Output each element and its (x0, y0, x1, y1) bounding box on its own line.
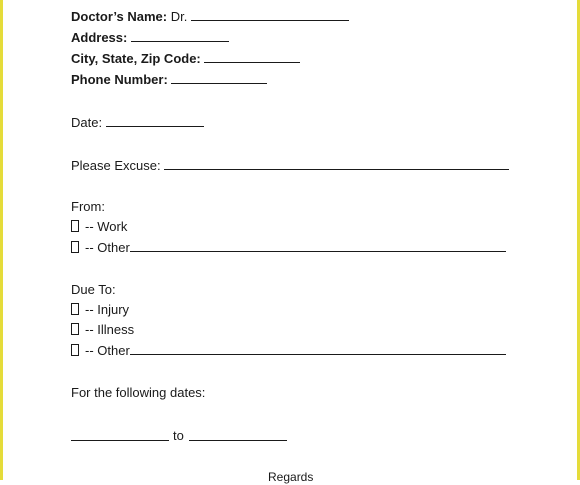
city-state-zip-blank[interactable] (204, 50, 300, 63)
injury-checkbox[interactable] (71, 303, 79, 315)
doctor-name-label: Doctor’s Name: (71, 9, 168, 24)
due-to-option-other (71, 342, 506, 359)
phone-row (71, 71, 267, 88)
closing-text: Regards (268, 470, 314, 484)
address-label: Address: (71, 30, 128, 45)
from-other-checkbox[interactable] (71, 241, 79, 253)
to-word: to (173, 428, 184, 443)
excuse-row (71, 157, 509, 174)
due-to-option-label: -- Injury (85, 302, 130, 317)
start-date-blank[interactable] (71, 440, 169, 441)
following-dates-label: For the following dates: (71, 385, 206, 400)
from-heading: From: (71, 199, 105, 214)
illness-checkbox[interactable] (71, 323, 79, 335)
address-row (71, 29, 229, 46)
doctor-name-prefix: Dr. (170, 9, 188, 24)
due-to-option-label: -- Other (85, 343, 130, 358)
due-to-heading: Due To: (71, 282, 116, 297)
date-row (71, 114, 204, 131)
due-to-other-blank[interactable] (130, 342, 506, 355)
work-checkbox[interactable] (71, 220, 79, 232)
due-to-option-label: -- Illness (85, 322, 135, 337)
due-to-other-checkbox[interactable] (71, 344, 79, 356)
from-option-work (71, 219, 127, 235)
end-date-blank[interactable] (189, 440, 287, 441)
from-option-label: -- Other (85, 240, 130, 255)
phone-label: Phone Number: (71, 72, 168, 87)
due-to-option-injury (71, 302, 129, 318)
due-to-option-illness (71, 322, 134, 338)
excuse-label: Please Excuse: (71, 158, 161, 173)
date-label: Date: (71, 115, 103, 130)
date-blank[interactable] (106, 114, 204, 127)
city-state-zip-label: City, State, Zip Code: (71, 51, 201, 66)
from-option-other (71, 239, 506, 256)
address-blank[interactable] (131, 29, 229, 42)
from-option-label: -- Work (85, 219, 128, 234)
city-state-zip-row (71, 50, 300, 67)
from-other-blank[interactable] (130, 239, 506, 252)
phone-blank[interactable] (171, 71, 267, 84)
doctor-name-row (71, 8, 349, 25)
excuse-blank[interactable] (164, 157, 509, 170)
doctor-name-blank[interactable] (191, 8, 349, 21)
